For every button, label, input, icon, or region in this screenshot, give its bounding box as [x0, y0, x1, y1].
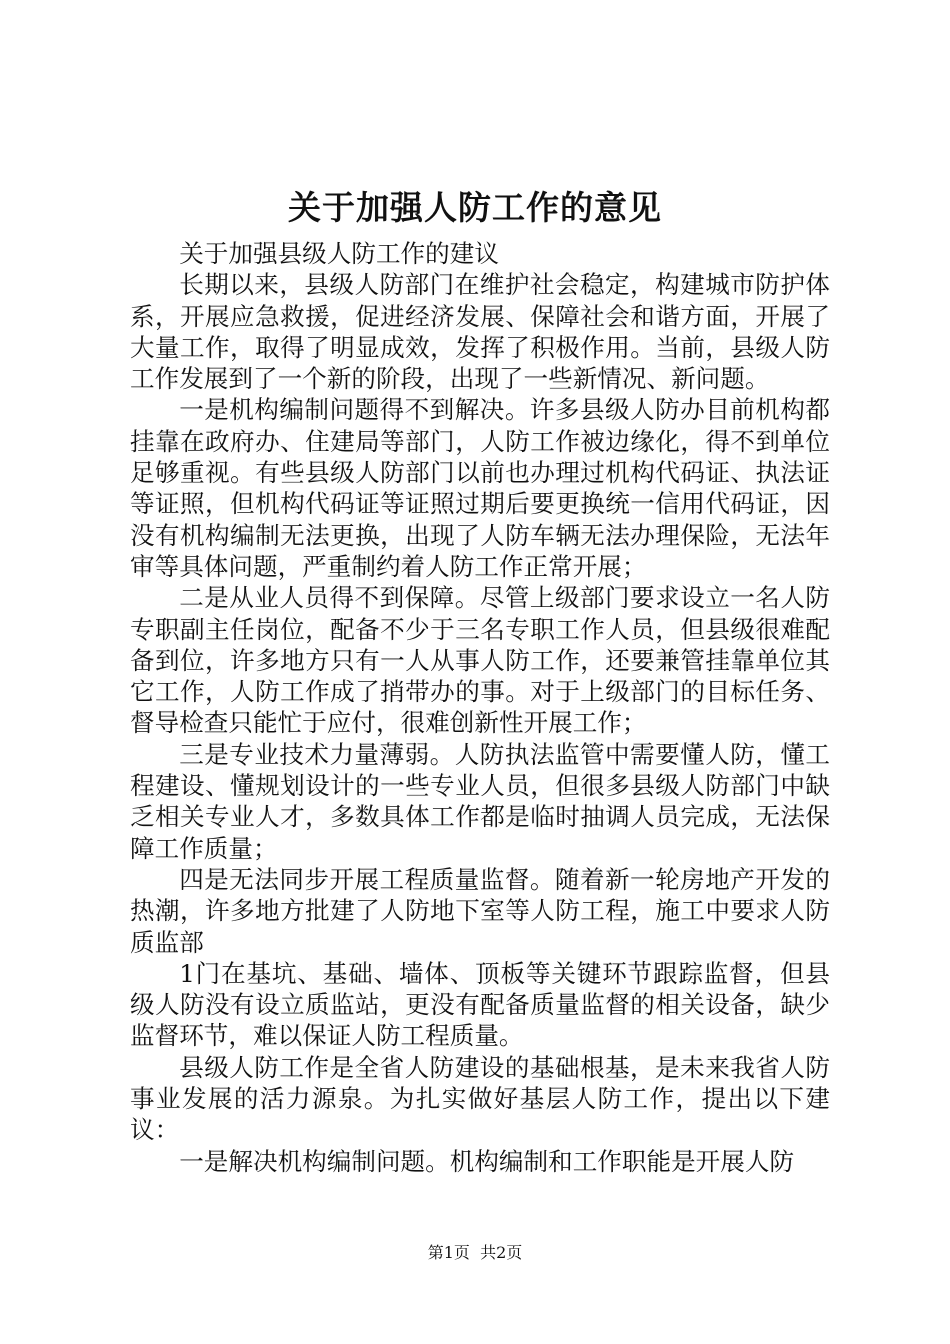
page-number-footer: 第1页 共2页 [427, 1243, 523, 1262]
paragraph: 县级人防工作是全省人防建设的基础根基，是未来我省人防事业发展的活力源泉。为扎实做好基层人防工作，提出以下建议： [130, 1052, 830, 1145]
paragraph: 一是解决机构编制问题。机构编制和工作职能是开展人防 [179, 1146, 795, 1176]
paragraph: 长期以来，县级人防部门在维护社会稳定，构建城市防护体系，开展应急救援，促进经济发展、保障社会和谐方面，开展了大量工作，取得了明显成效，发挥了积极作用。当前，县级人防工作发展到了一个新的阶段，出现了一些新情况、新问题。 [130, 270, 830, 394]
paragraph: 二是从业人员得不到保障。尽管上级部门要求设立一名人防专职副主任岗位，配备不少于三名专职工作人员，但县级很难配备到位，许多地方只有一人从事人防工作，还要兼管挂靠单位其它工作，人防工作成了捎带办的事。对于上级部门的目标任务、督导检查只能忙于应付，很难创新性开展工作； [130, 583, 830, 738]
paragraph: 一是机构编制问题得不到解决。许多县级人防办目前机构都挂靠在政府办、住建局等部门，人防工作被边缘化，得不到单位足够重视。有些县级人防部门以前也办理过机构代码证、执法证等证照，但机构代码证等证照过期后要更换统一信用代码证，因没有机构编制无法更换，出现了人防车辆无法办理保险，无法年审等具体问题，严重制约着人防工作正常开展； [130, 395, 830, 581]
paragraph-subtitle: 关于加强县级人防工作的建议 [179, 239, 499, 268]
paragraph: 三是专业技术力量薄弱。人防执法监管中需要懂人防，懂工程建设、懂规划设计的一些专业人员，但很多县级人防部门中缺乏相关专业人才，多数具体工作都是临时抽调人员完成，无法保障工作质量； [130, 739, 830, 863]
paragraph: 1门在基坑、基础、墙体、顶板等关键环节跟踪监督，但县级人防没有设立质监站，更没有配备质量监督的相关设备，缺少监督环节，难以保证人防工程质量。 [130, 958, 830, 1051]
paragraph: 四是无法同步开展工程质量监督。随着新一轮房地产开发的热潮，许多地方批建了人防地下室等人防工程，施工中要求人防质监部 [130, 864, 830, 957]
document-title: 关于加强人防工作的意见 [288, 188, 662, 227]
document-body [130, 238, 830, 1177]
